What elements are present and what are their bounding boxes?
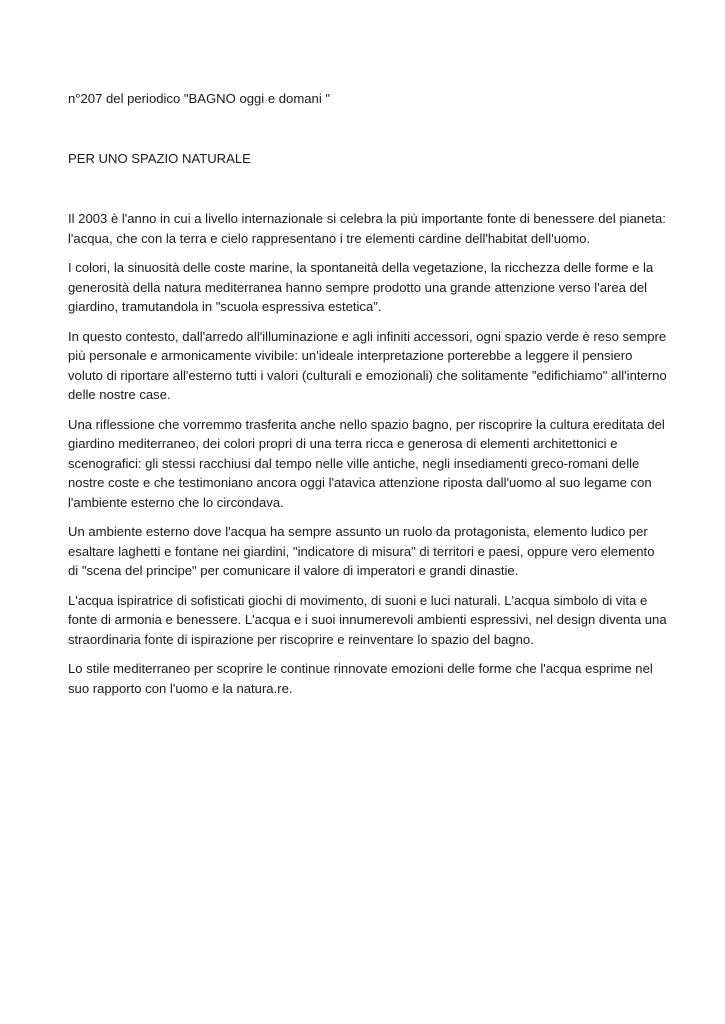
- periodical-header: n°207 del periodico "BAGNO oggi e domani ": [68, 91, 331, 106]
- paragraph-4: Una riflessione che vorremmo trasferita anche nello spazio bagno, per riscoprire la cultura ereditata del giardino mediterraneo, dei colori propri di una terra ricca e generosa di elementi architettonici e scenografici: gli stessi racchiusi dal tempo nelle ville antiche, negli insediamenti greco-romani delle nostre coste e che testimoniano ancora oggi l'atavica attenzione riposta dall'uomo al suo legame con l'ambiente esterno che lo circondava.: [68, 416, 665, 510]
- paragraph-1: Il 2003 è l'anno in cui a livello internazionale si celebra la più importante fonte di benessere del pianeta: l'acqua, che con la terra e cielo rappresentano i tre elementi cardine dell'habitat dell'uomo.: [68, 211, 666, 246]
- paragraph-7: Lo stile mediterraneo per scoprire le continue rinnovate emozioni delle forme che l'acqua esprime nel suo rapporto con l'uomo e la natura.re.: [68, 661, 653, 696]
- paragraph-6: L'acqua ispiratrice di sofisticati giochi di movimento, di suoni e luci naturali. L'acqua simbolo di vita e fonte di armonia e benessere. L'acqua e i suoi innumerevoli ambienti espressivi, nel design diventa una straordinaria fonte di ispirazione per riscoprire e reinventare lo spazio del bagno.: [68, 592, 667, 647]
- paragraph-2: I colori, la sinuosità delle coste marine, la spontaneità della vegetazione, la ricchezza delle forme e la generosità della natura mediterranea hanno sempre prodotto una grande attenzione verso l'area del giardino, tramutandola in "scuola espressiva estetica".: [68, 260, 654, 314]
- paragraph-3: In questo contesto, dall'arredo all'illuminazione e agli infiniti accessori, ogni spazio verde è reso sempre più personale e armonicamente vivibile: un'ideale interpretazione porterebbe a leggere il pensiero voluto di riportare all'esterno tutti i valori (culturali e emozionali) che solitamente "edifichiamo" all'interno delle nostre case.: [68, 328, 667, 402]
- article-title: PER UNO SPAZIO NATURALE: [68, 151, 251, 166]
- paragraph-5: Un ambiente esterno dove l'acqua ha sempre assunto un ruolo da protagonista, elemento ludico per esaltare laghetti e fontane nei giardini, "indicatore di misura" di territori e paesi, oppure vero elemento di "scena del principe" per comunicare il valore di imperatori e grandi dinastie.: [68, 524, 655, 578]
- article-body: [68, 209, 668, 708]
